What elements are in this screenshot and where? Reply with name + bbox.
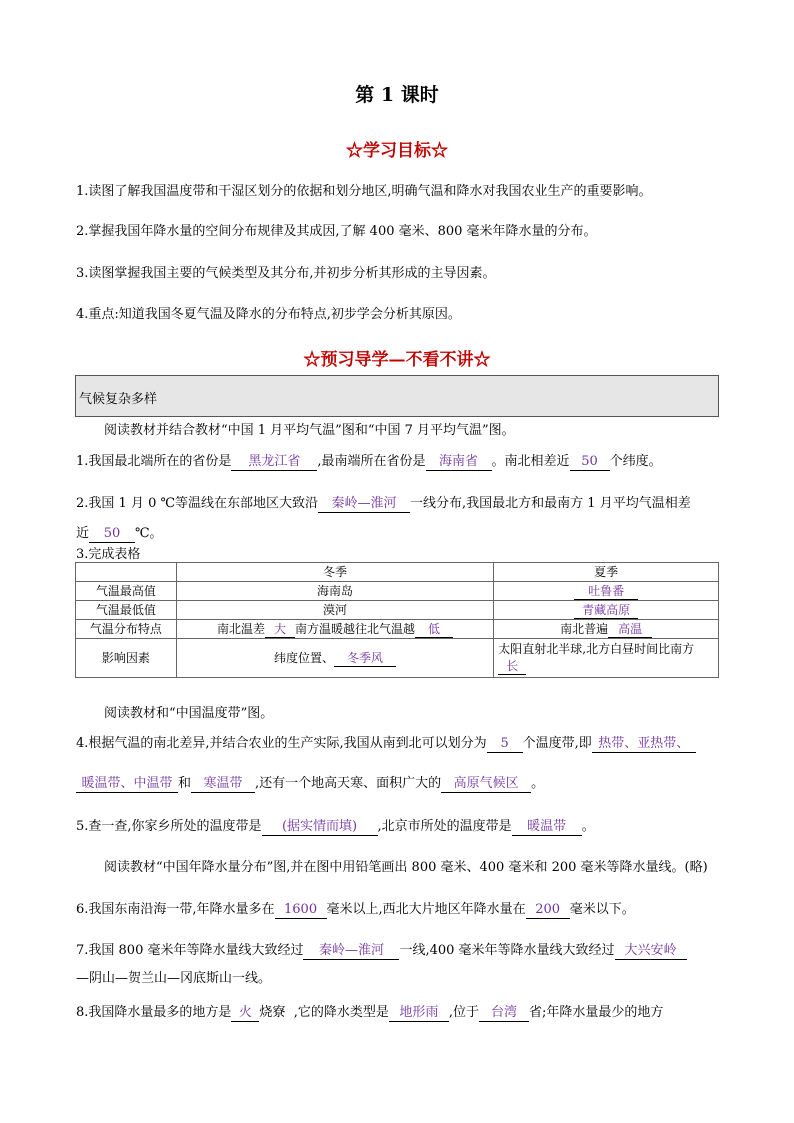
table-cell: 南北温差 大 南方温暖越往北气温越 低 bbox=[176, 620, 493, 639]
table-row bbox=[76, 582, 719, 601]
table-row bbox=[76, 601, 719, 620]
answer-blank[interactable]: 大 bbox=[265, 621, 295, 638]
lesson-title: 第 1 课时 bbox=[355, 84, 439, 106]
row-label: 影响因素 bbox=[76, 639, 177, 678]
question-4: 4.根据气温的南北差异,并结合农业的生产实际,我国从南到北可以划分为 5 个温度带,即 热带、亚热带、 bbox=[76, 734, 726, 754]
answer-blank[interactable]: 吐鲁番 bbox=[574, 583, 638, 600]
answer-blank[interactable]: 热带、亚热带、 bbox=[592, 736, 696, 753]
reading-instruction: 阅读教材“中国年降水量分布”图,并在图中用铅笔画出 800 毫米、400 毫米和 200 毫米等降水量线。(略) bbox=[104, 860, 708, 875]
question-5: 5.查一查,你家乡所处的温度带是 (据实情而填) ,北京市所处的温度带是 暖温带 。 bbox=[76, 819, 595, 834]
row-label: 气温最高值 bbox=[76, 582, 177, 601]
answer-blank[interactable]: 台湾 bbox=[479, 1005, 529, 1022]
answer-blank[interactable]: 大兴安岭 bbox=[615, 943, 687, 960]
answer-blank[interactable]: 高温 bbox=[608, 621, 652, 638]
answer-blank[interactable]: 寒温带 bbox=[191, 776, 255, 793]
question-8: 8.我国降水量最多的地方是 火 烧寮 ,它的降水类型是 地形雨 ,位于 台湾 省;年降水量最少的地方 bbox=[76, 1005, 664, 1020]
answer-blank[interactable]: 5 bbox=[487, 736, 523, 753]
reading-instruction: 阅读教材并结合教材“中国 1 月平均气温”图和“中国 7 月平均气温”图。 bbox=[104, 423, 515, 438]
answer-blank[interactable]: 地形雨 bbox=[389, 1005, 449, 1022]
section-box bbox=[75, 375, 719, 417]
answer-blank[interactable]: 火 bbox=[231, 1005, 259, 1022]
answer-blank[interactable]: 秦岭—淮河 bbox=[318, 496, 410, 513]
answer-blank[interactable]: 低 bbox=[415, 621, 453, 638]
answer-blank[interactable]: 暖温带、中温带 bbox=[76, 776, 178, 793]
question-6: 6.我国东南沿海一带,年降水量多在 1600 毫米以上,西北大片地区年降水量在 200 毫米以下。 bbox=[76, 902, 635, 917]
row-label: 气温分布特点 bbox=[76, 620, 177, 639]
table-cell bbox=[494, 582, 719, 601]
preview-heading: ☆预习导学—不看不讲☆ bbox=[303, 350, 491, 370]
table-cell: 漠河 bbox=[176, 601, 493, 620]
answer-blank[interactable]: 青藏高原 bbox=[574, 602, 638, 619]
answer-blank[interactable]: 50 bbox=[570, 454, 610, 471]
climate-table bbox=[75, 562, 719, 678]
question-3: 3.完成表格 bbox=[76, 547, 141, 562]
objective-item: 4.重点:知道我国冬夏气温及降水的分布特点,初步学会分析其原因。 bbox=[76, 307, 461, 322]
table-header-row bbox=[76, 563, 719, 582]
table-header-cell: 冬季 bbox=[176, 563, 493, 582]
reading-instruction: 阅读教材和“中国温度带”图。 bbox=[104, 706, 274, 721]
answer-blank[interactable]: (据实情而填) bbox=[262, 819, 378, 836]
table-cell: 纬度位置、 冬季风 bbox=[176, 639, 493, 678]
answer-blank[interactable]: 秦岭—淮河 bbox=[303, 943, 399, 960]
table-row bbox=[76, 639, 719, 678]
answer-blank[interactable]: 200 bbox=[526, 902, 570, 919]
question-2-cont: 近 50 ℃。 bbox=[76, 526, 163, 541]
answer-blank[interactable]: 50 bbox=[89, 526, 135, 543]
answer-blank[interactable]: 暖温带 bbox=[512, 819, 582, 836]
table-cell bbox=[494, 601, 719, 620]
section-box-label: 气候复杂多样 bbox=[79, 392, 158, 407]
table-header-cell: 夏季 bbox=[494, 563, 719, 582]
answer-blank[interactable]: 长 bbox=[498, 658, 526, 675]
table-cell: 海南岛 bbox=[176, 582, 493, 601]
table-cell: 太阳直射北半球,北方白昼时间比南方 长 bbox=[494, 639, 719, 678]
question-7: 7.我国 800 毫米年等降水量线大致经过 秦岭—淮河 一线,400 毫米年等降水量线大致经过 大兴安岭 bbox=[76, 941, 726, 961]
question-4-cont: 暖温带、中温带 和 寒温带 ,还有一个地高天寒、面积广大的 高原气候区 。 bbox=[76, 774, 726, 794]
answer-blank[interactable]: 黑龙江省 bbox=[231, 454, 317, 471]
answer-blank[interactable]: 1600 bbox=[275, 902, 327, 919]
question-2: 2.我国 1 月 0 ℃等温线在东部地区大致沿 秦岭—淮河 一线分布,我国最北方和最南方 1 月平均气温相差 bbox=[76, 496, 691, 511]
question-7-cont: —阴山—贺兰山—冈底斯山一线。 bbox=[76, 971, 272, 986]
row-label: 气温最低值 bbox=[76, 601, 177, 620]
answer-blank[interactable]: 高原气候区 bbox=[441, 776, 531, 793]
answer-blank[interactable]: 冬季风 bbox=[334, 650, 396, 667]
table-header-cell bbox=[76, 563, 177, 582]
objective-item: 3.读图掌握我国主要的气候类型及其分布,并初步分析其形成的主导因素。 bbox=[76, 266, 496, 281]
objective-item: 2.掌握我国年降水量的空间分布规律及其成因,了解 400 毫米、800 毫米年降水量的分布。 bbox=[76, 224, 597, 239]
objectives-heading: ☆学习目标☆ bbox=[346, 141, 448, 161]
question-1: 1.我国最北端所在的省份是 黑龙江省 ,最南端所在省份是 海南省 。南北相差近 50 个纬度。 bbox=[76, 454, 662, 469]
table-row bbox=[76, 620, 719, 639]
objective-item: 1.读图了解我国温度带和干湿区划分的依据和划分地区,明确气温和降水对我国农业生产的重要影响。 bbox=[76, 184, 652, 199]
table-cell: 南北普遍 高温 bbox=[494, 620, 719, 639]
answer-blank[interactable]: 海南省 bbox=[426, 454, 492, 471]
